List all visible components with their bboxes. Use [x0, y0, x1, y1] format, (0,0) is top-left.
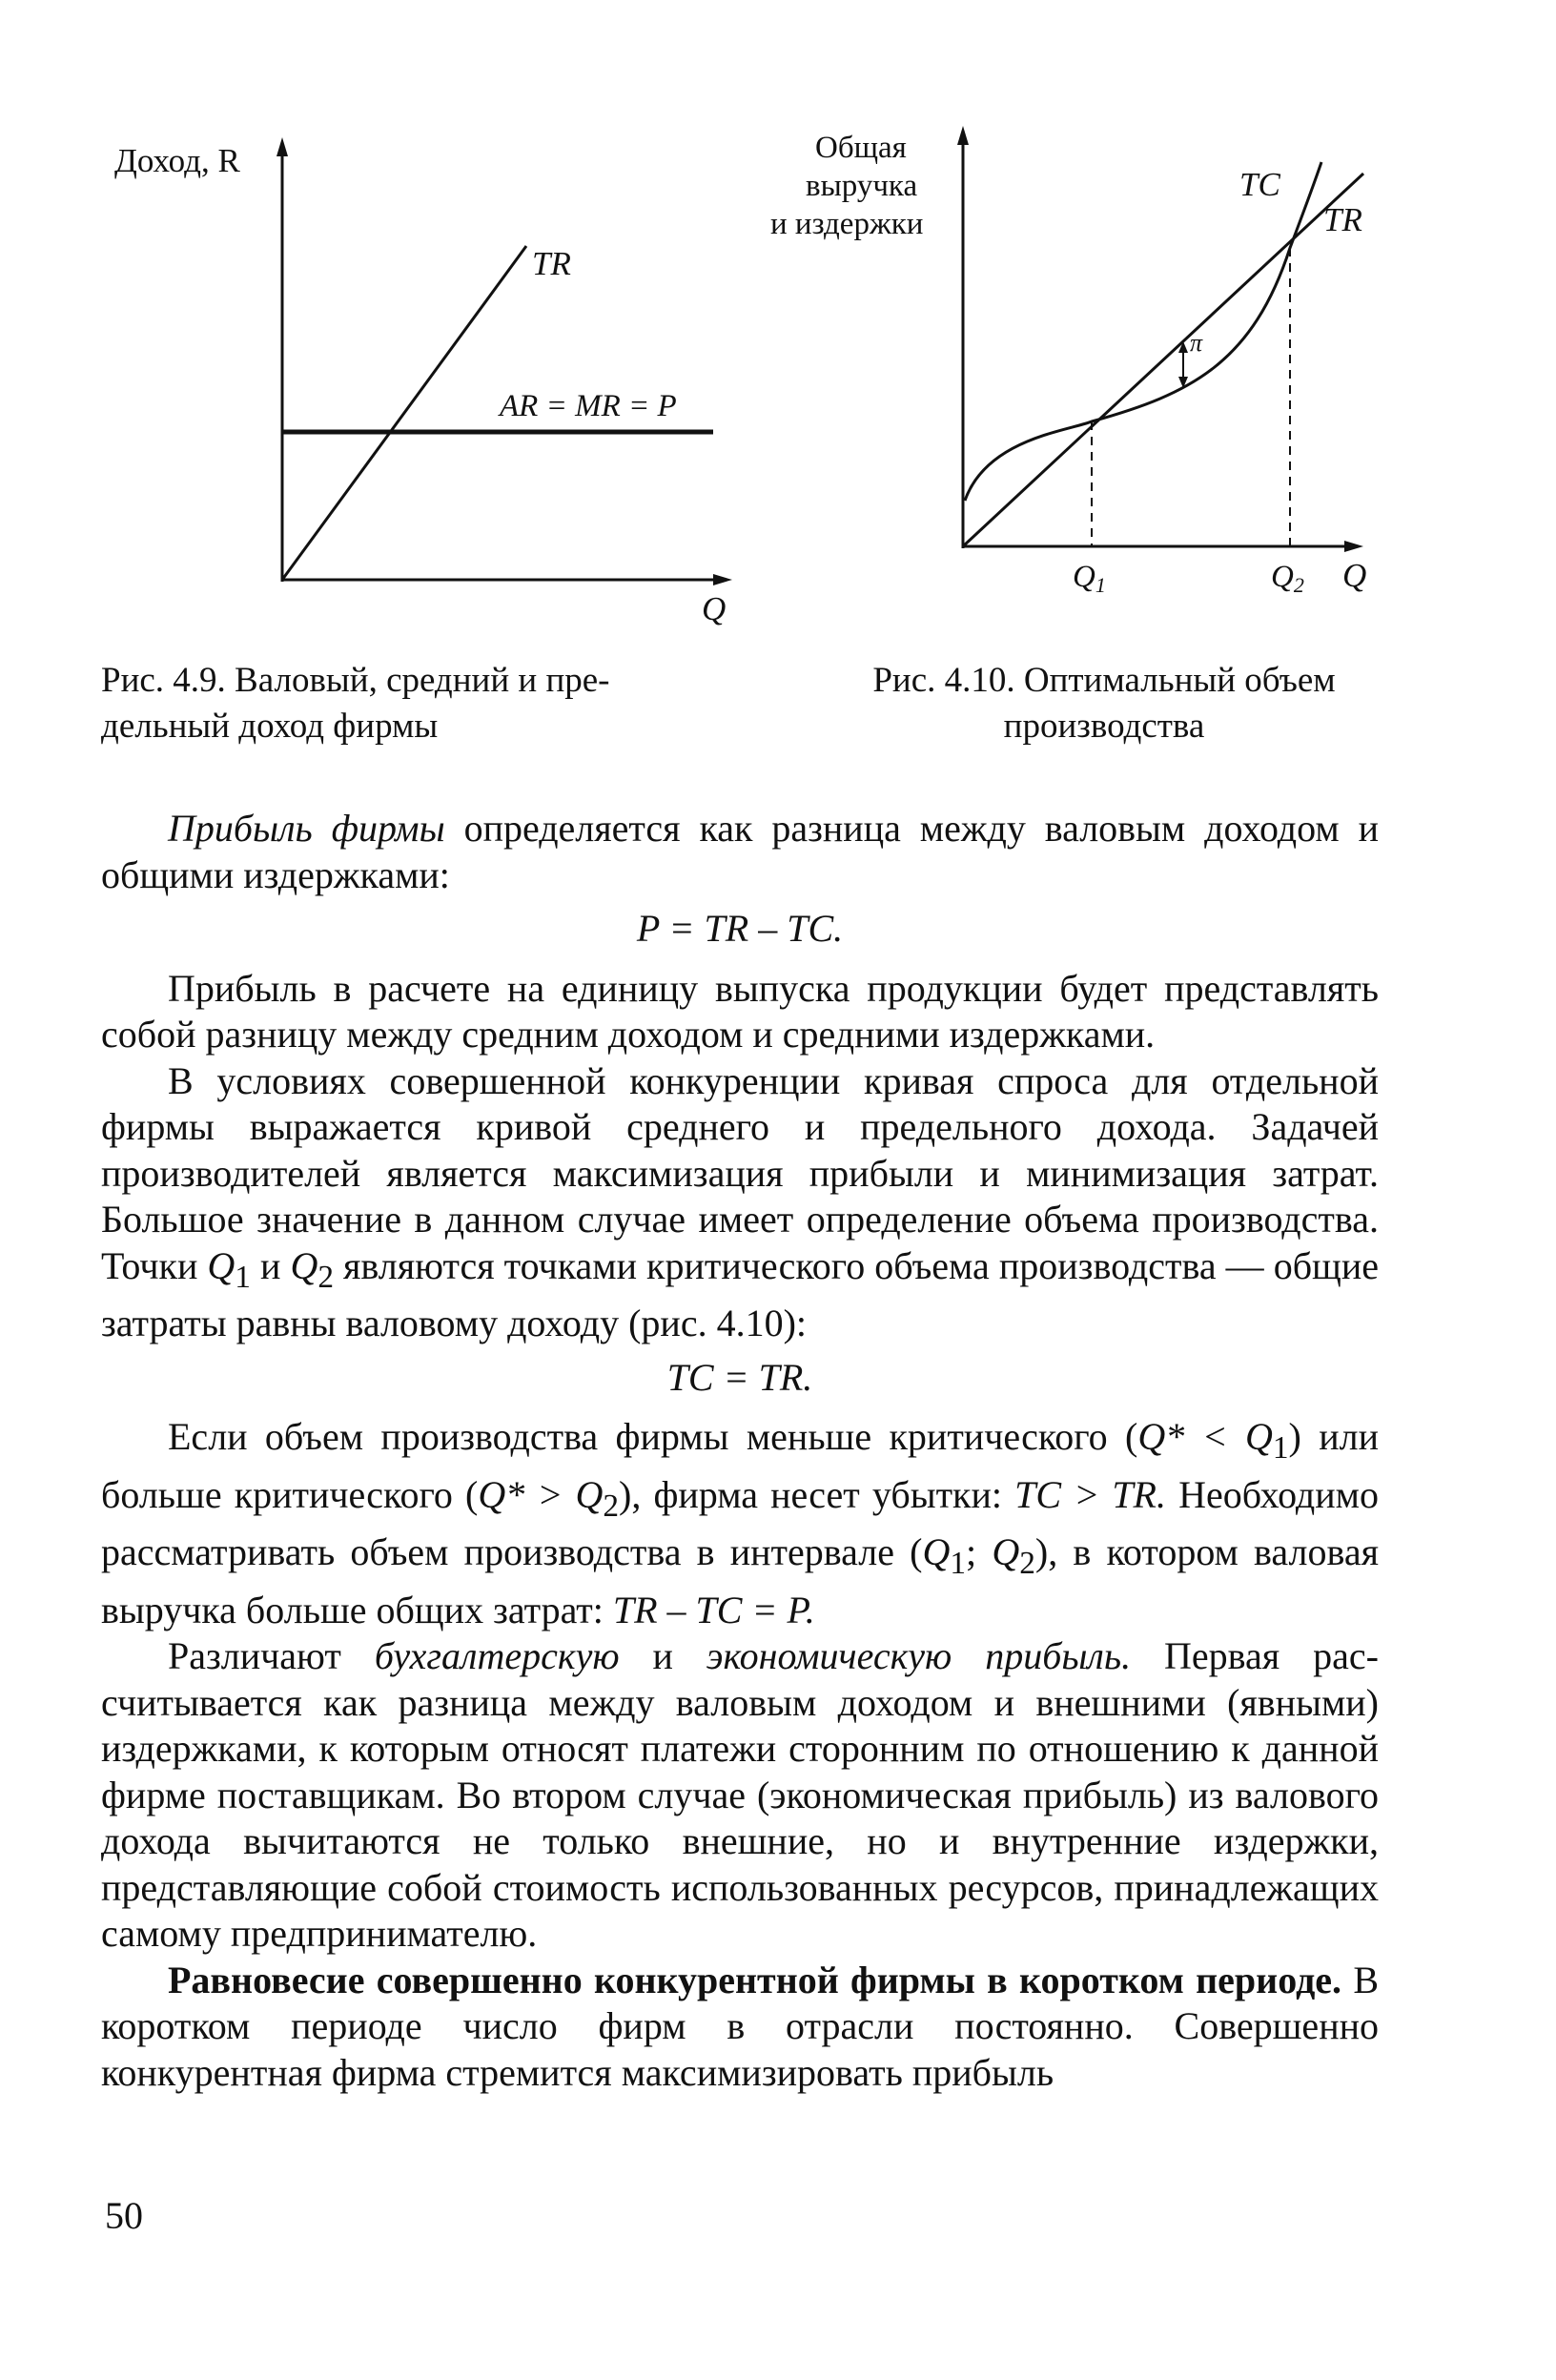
formula-tc-equals-tr: TC = TR.: [666, 1355, 813, 1399]
paragraph-critical-volume: Если объем производства фирмы меньше критического $(Q* < Q_1)$ или больше критического $(Q* > Q_2)$, фирма несет убытки: TC > TR. Необходимо рассматривать объем производства в интервале ($Q_1$; $Q_2$), в котором валовая выручка больше общих затрат: TR – TC = P.: [101, 1415, 1379, 1631]
q2-label: Q2: [1271, 560, 1304, 597]
figure-4-9-caption: [101, 658, 768, 749]
tr-label: TR: [532, 245, 571, 282]
x-axis-label: Q: [702, 590, 727, 627]
figure-4-9-plot: [95, 133, 744, 639]
tr-label: TR: [1323, 201, 1362, 238]
tc-label: TC: [1239, 166, 1280, 203]
figure-4-10-caption-line1: Рис. 4.10. Оптимальный объем: [872, 661, 1336, 700]
y-axis-label: Доход, R: [114, 142, 240, 179]
q1-label: Q1: [1073, 560, 1106, 597]
figure-4-10-plot: [753, 124, 1421, 620]
y-axis-arrow: [276, 137, 288, 156]
figure-4-10-caption: [818, 658, 1390, 749]
tc-curve: [965, 162, 1321, 501]
x-axis-arrow: [713, 574, 732, 585]
figure-4-9: [95, 133, 744, 639]
paragraph-profit-types: Различают бухгалтерскую и экономическую прибыль. Первая рассчитывается как разница между валовым доходом и внешними (явными) издержками, к которым относят платежи сторонним по отношению к данной фирме поставщикам. Во втором случае (экономическая прибыль) из валового дохода вычитаются не только внешние, но и внутренние издержки, представляющие собой стоимость использованных ресурсов, принадлежащих самому предпринимателю.: [101, 1634, 1379, 1955]
figure-4-9-caption-line1: Рис. 4.9. Валовый, средний и пре-: [101, 661, 610, 700]
paragraph-profit-definition: Прибыль фирмы определяется как разница между валовым доходом и общими издержками:: [101, 807, 1380, 896]
paragraph-short-run-equilibrium: Равновесие совершенно конкурентной фирмы в коротком периоде. В коротком периоде число фирм в отрасли постоянно. Совершенно конкурентная фирма стремится максимизировать прибыль: [101, 1958, 1379, 2094]
paragraph-unit-profit: Прибыль в расчете на единицу выпуска продукции будет представлять собой разницу между средним доходом и средними издержками.: [101, 966, 1379, 1056]
y-axis-label-line3: и издержки: [770, 207, 924, 241]
ar-mr-p-label: AR = MR = P: [500, 389, 677, 423]
paragraph-perfect-competition: В условиях совершенной конкуренции кривая спроса для отдельной фирмы выражается кривой среднего и предельного дохода. Задачей производителей является максимизация прибыли и минимизация затрат. Большое значение в данном случае имеет определение объема производства. Точки $Q_1$ и $Q_2$ являются точками критического объема производства — общие затраты равны валовому доходу (рис. 4.10):: [101, 1058, 1380, 1344]
body-text: [101, 806, 1379, 2096]
pi-label: π: [1190, 329, 1203, 357]
y-axis-label-line2: выручка: [806, 169, 918, 203]
tr-line: [963, 174, 1363, 546]
x-axis-label: Q: [1342, 557, 1367, 594]
figure-4-10-caption-line2: производства: [1003, 707, 1205, 746]
x-axis-arrow: [1344, 541, 1363, 552]
figure-4-10: [753, 124, 1421, 620]
tr-line: [282, 246, 526, 580]
figure-4-9-caption-line2: дельный доход фирмы: [101, 707, 439, 746]
y-axis-arrow: [957, 126, 969, 145]
y-axis-label-line1: Общая: [815, 131, 907, 165]
page-number: 50: [105, 2194, 143, 2237]
formula-profit: P = TR – TC.: [636, 907, 844, 950]
